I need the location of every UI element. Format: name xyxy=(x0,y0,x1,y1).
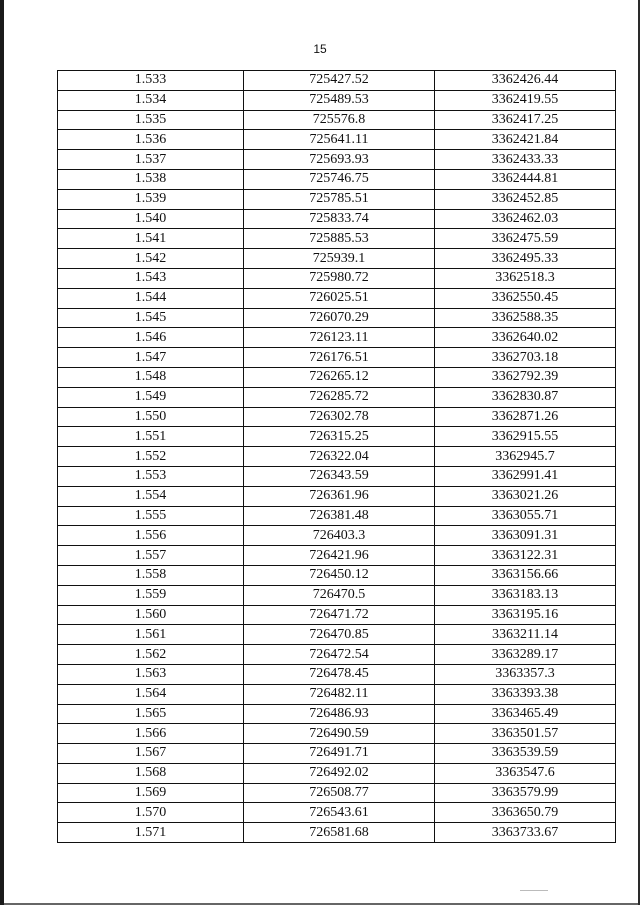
scan-left-edge xyxy=(0,0,4,905)
table-row xyxy=(58,169,616,189)
y-coordinate-cell: 3363021.26 xyxy=(435,486,616,506)
y-coordinate-cell: 3363501.57 xyxy=(435,724,616,744)
y-coordinate-cell: 3362417.25 xyxy=(435,110,616,130)
y-coordinate-cell: 3362792.39 xyxy=(435,367,616,387)
x-coordinate-cell: 726490.59 xyxy=(244,724,435,744)
point-id-cell: 1.561 xyxy=(58,625,244,645)
x-coordinate-cell: 726508.77 xyxy=(244,783,435,803)
x-coordinate-cell: 726381.48 xyxy=(244,506,435,526)
point-id-cell: 1.562 xyxy=(58,645,244,665)
point-id-cell: 1.569 xyxy=(58,783,244,803)
table-row xyxy=(58,783,616,803)
table-row xyxy=(58,90,616,110)
point-id-cell: 1.554 xyxy=(58,486,244,506)
x-coordinate-cell: 725939.1 xyxy=(244,249,435,269)
table-row xyxy=(58,328,616,348)
x-coordinate-cell: 725980.72 xyxy=(244,268,435,288)
x-coordinate-cell: 726176.51 xyxy=(244,348,435,368)
point-id-cell: 1.545 xyxy=(58,308,244,328)
y-coordinate-cell: 3362452.85 xyxy=(435,189,616,209)
page-number: 15 xyxy=(313,42,327,56)
table-row xyxy=(58,763,616,783)
x-coordinate-cell: 726472.54 xyxy=(244,645,435,665)
y-coordinate-cell: 3363650.79 xyxy=(435,803,616,823)
y-coordinate-cell: 3362419.55 xyxy=(435,90,616,110)
point-id-cell: 1.555 xyxy=(58,506,244,526)
point-id-cell: 1.567 xyxy=(58,744,244,764)
x-coordinate-cell: 726322.04 xyxy=(244,447,435,467)
point-id-cell: 1.547 xyxy=(58,348,244,368)
x-coordinate-cell: 726581.68 xyxy=(244,823,435,843)
coordinates-table-body xyxy=(58,71,616,843)
x-coordinate-cell: 726070.29 xyxy=(244,308,435,328)
point-id-cell: 1.537 xyxy=(58,150,244,170)
y-coordinate-cell: 3363055.71 xyxy=(435,506,616,526)
x-coordinate-cell: 726343.59 xyxy=(244,466,435,486)
y-coordinate-cell: 3363733.67 xyxy=(435,823,616,843)
y-coordinate-cell: 3362915.55 xyxy=(435,427,616,447)
point-id-cell: 1.565 xyxy=(58,704,244,724)
point-id-cell: 1.552 xyxy=(58,447,244,467)
y-coordinate-cell: 3362830.87 xyxy=(435,387,616,407)
x-coordinate-cell: 726486.93 xyxy=(244,704,435,724)
table-row xyxy=(58,645,616,665)
x-coordinate-cell: 725746.75 xyxy=(244,169,435,189)
x-coordinate-cell: 726285.72 xyxy=(244,387,435,407)
y-coordinate-cell: 3362518.3 xyxy=(435,268,616,288)
x-coordinate-cell: 726543.61 xyxy=(244,803,435,823)
x-coordinate-cell: 725576.8 xyxy=(244,110,435,130)
point-id-cell: 1.559 xyxy=(58,585,244,605)
y-coordinate-cell: 3362495.33 xyxy=(435,249,616,269)
point-id-cell: 1.550 xyxy=(58,407,244,427)
table-row xyxy=(58,744,616,764)
x-coordinate-cell: 725785.51 xyxy=(244,189,435,209)
y-coordinate-cell: 3362588.35 xyxy=(435,308,616,328)
y-coordinate-cell: 3363211.14 xyxy=(435,625,616,645)
point-id-cell: 1.538 xyxy=(58,169,244,189)
point-id-cell: 1.568 xyxy=(58,763,244,783)
point-id-cell: 1.539 xyxy=(58,189,244,209)
point-id-cell: 1.551 xyxy=(58,427,244,447)
table-row xyxy=(58,110,616,130)
x-coordinate-cell: 726421.96 xyxy=(244,546,435,566)
table-row xyxy=(58,130,616,150)
x-coordinate-cell: 726123.11 xyxy=(244,328,435,348)
point-id-cell: 1.542 xyxy=(58,249,244,269)
point-id-cell: 1.533 xyxy=(58,71,244,91)
table-row xyxy=(58,268,616,288)
point-id-cell: 1.540 xyxy=(58,209,244,229)
point-id-cell: 1.543 xyxy=(58,268,244,288)
point-id-cell: 1.566 xyxy=(58,724,244,744)
table-row xyxy=(58,724,616,744)
y-coordinate-cell: 3362640.02 xyxy=(435,328,616,348)
point-id-cell: 1.546 xyxy=(58,328,244,348)
table-row xyxy=(58,565,616,585)
x-coordinate-cell: 725833.74 xyxy=(244,209,435,229)
table-row xyxy=(58,486,616,506)
y-coordinate-cell: 3363357.3 xyxy=(435,664,616,684)
table-row xyxy=(58,803,616,823)
y-coordinate-cell: 3363465.49 xyxy=(435,704,616,724)
y-coordinate-cell: 3362945.7 xyxy=(435,447,616,467)
table-row xyxy=(58,308,616,328)
y-coordinate-cell: 3362550.45 xyxy=(435,288,616,308)
point-id-cell: 1.536 xyxy=(58,130,244,150)
table-row xyxy=(58,585,616,605)
x-coordinate-cell: 726315.25 xyxy=(244,427,435,447)
y-coordinate-cell: 3362703.18 xyxy=(435,348,616,368)
y-coordinate-cell: 3363579.99 xyxy=(435,783,616,803)
x-coordinate-cell: 726471.72 xyxy=(244,605,435,625)
table-row xyxy=(58,189,616,209)
x-coordinate-cell: 725641.11 xyxy=(244,130,435,150)
table-row xyxy=(58,466,616,486)
x-coordinate-cell: 726025.51 xyxy=(244,288,435,308)
y-coordinate-cell: 3362426.44 xyxy=(435,71,616,91)
y-coordinate-cell: 3363122.31 xyxy=(435,546,616,566)
y-coordinate-cell: 3363393.38 xyxy=(435,684,616,704)
x-coordinate-cell: 725693.93 xyxy=(244,150,435,170)
point-id-cell: 1.541 xyxy=(58,229,244,249)
table-row xyxy=(58,348,616,368)
y-coordinate-cell: 3363289.17 xyxy=(435,645,616,665)
point-id-cell: 1.553 xyxy=(58,466,244,486)
y-coordinate-cell: 3362421.84 xyxy=(435,130,616,150)
point-id-cell: 1.556 xyxy=(58,526,244,546)
table-row xyxy=(58,387,616,407)
point-id-cell: 1.557 xyxy=(58,546,244,566)
table-row xyxy=(58,447,616,467)
x-coordinate-cell: 726302.78 xyxy=(244,407,435,427)
point-id-cell: 1.535 xyxy=(58,110,244,130)
y-coordinate-cell: 3362475.59 xyxy=(435,229,616,249)
table-row xyxy=(58,367,616,387)
table-row xyxy=(58,427,616,447)
y-coordinate-cell: 3363547.6 xyxy=(435,763,616,783)
point-id-cell: 1.560 xyxy=(58,605,244,625)
point-id-cell: 1.534 xyxy=(58,90,244,110)
y-coordinate-cell: 3363539.59 xyxy=(435,744,616,764)
y-coordinate-cell: 3362991.41 xyxy=(435,466,616,486)
table-row xyxy=(58,526,616,546)
x-coordinate-cell: 726482.11 xyxy=(244,684,435,704)
point-id-cell: 1.563 xyxy=(58,664,244,684)
x-coordinate-cell: 725489.53 xyxy=(244,90,435,110)
table-row xyxy=(58,71,616,91)
table-row xyxy=(58,288,616,308)
y-coordinate-cell: 3362433.33 xyxy=(435,150,616,170)
x-coordinate-cell: 726403.3 xyxy=(244,526,435,546)
table-row xyxy=(58,704,616,724)
y-coordinate-cell: 3362871.26 xyxy=(435,407,616,427)
point-id-cell: 1.558 xyxy=(58,565,244,585)
x-coordinate-cell: 726491.71 xyxy=(244,744,435,764)
table-row xyxy=(58,150,616,170)
point-id-cell: 1.544 xyxy=(58,288,244,308)
point-id-cell: 1.570 xyxy=(58,803,244,823)
y-coordinate-cell: 3363156.66 xyxy=(435,565,616,585)
point-id-cell: 1.571 xyxy=(58,823,244,843)
scan-mark xyxy=(520,890,548,891)
table-row xyxy=(58,625,616,645)
table-row xyxy=(58,664,616,684)
table-row xyxy=(58,823,616,843)
x-coordinate-cell: 725885.53 xyxy=(244,229,435,249)
y-coordinate-cell: 3362444.81 xyxy=(435,169,616,189)
y-coordinate-cell: 3363091.31 xyxy=(435,526,616,546)
x-coordinate-cell: 726478.45 xyxy=(244,664,435,684)
table-row xyxy=(58,249,616,269)
x-coordinate-cell: 726361.96 xyxy=(244,486,435,506)
y-coordinate-cell: 3363195.16 xyxy=(435,605,616,625)
coordinates-table xyxy=(57,70,616,843)
table-row xyxy=(58,209,616,229)
table-row xyxy=(58,546,616,566)
x-coordinate-cell: 725427.52 xyxy=(244,71,435,91)
y-coordinate-cell: 3363183.13 xyxy=(435,585,616,605)
x-coordinate-cell: 726470.5 xyxy=(244,585,435,605)
y-coordinate-cell: 3362462.03 xyxy=(435,209,616,229)
x-coordinate-cell: 726265.12 xyxy=(244,367,435,387)
table-row xyxy=(58,605,616,625)
table-row xyxy=(58,684,616,704)
table-row xyxy=(58,407,616,427)
x-coordinate-cell: 726470.85 xyxy=(244,625,435,645)
point-id-cell: 1.548 xyxy=(58,367,244,387)
x-coordinate-cell: 726492.02 xyxy=(244,763,435,783)
point-id-cell: 1.549 xyxy=(58,387,244,407)
x-coordinate-cell: 726450.12 xyxy=(244,565,435,585)
table-row xyxy=(58,229,616,249)
point-id-cell: 1.564 xyxy=(58,684,244,704)
table-row xyxy=(58,506,616,526)
